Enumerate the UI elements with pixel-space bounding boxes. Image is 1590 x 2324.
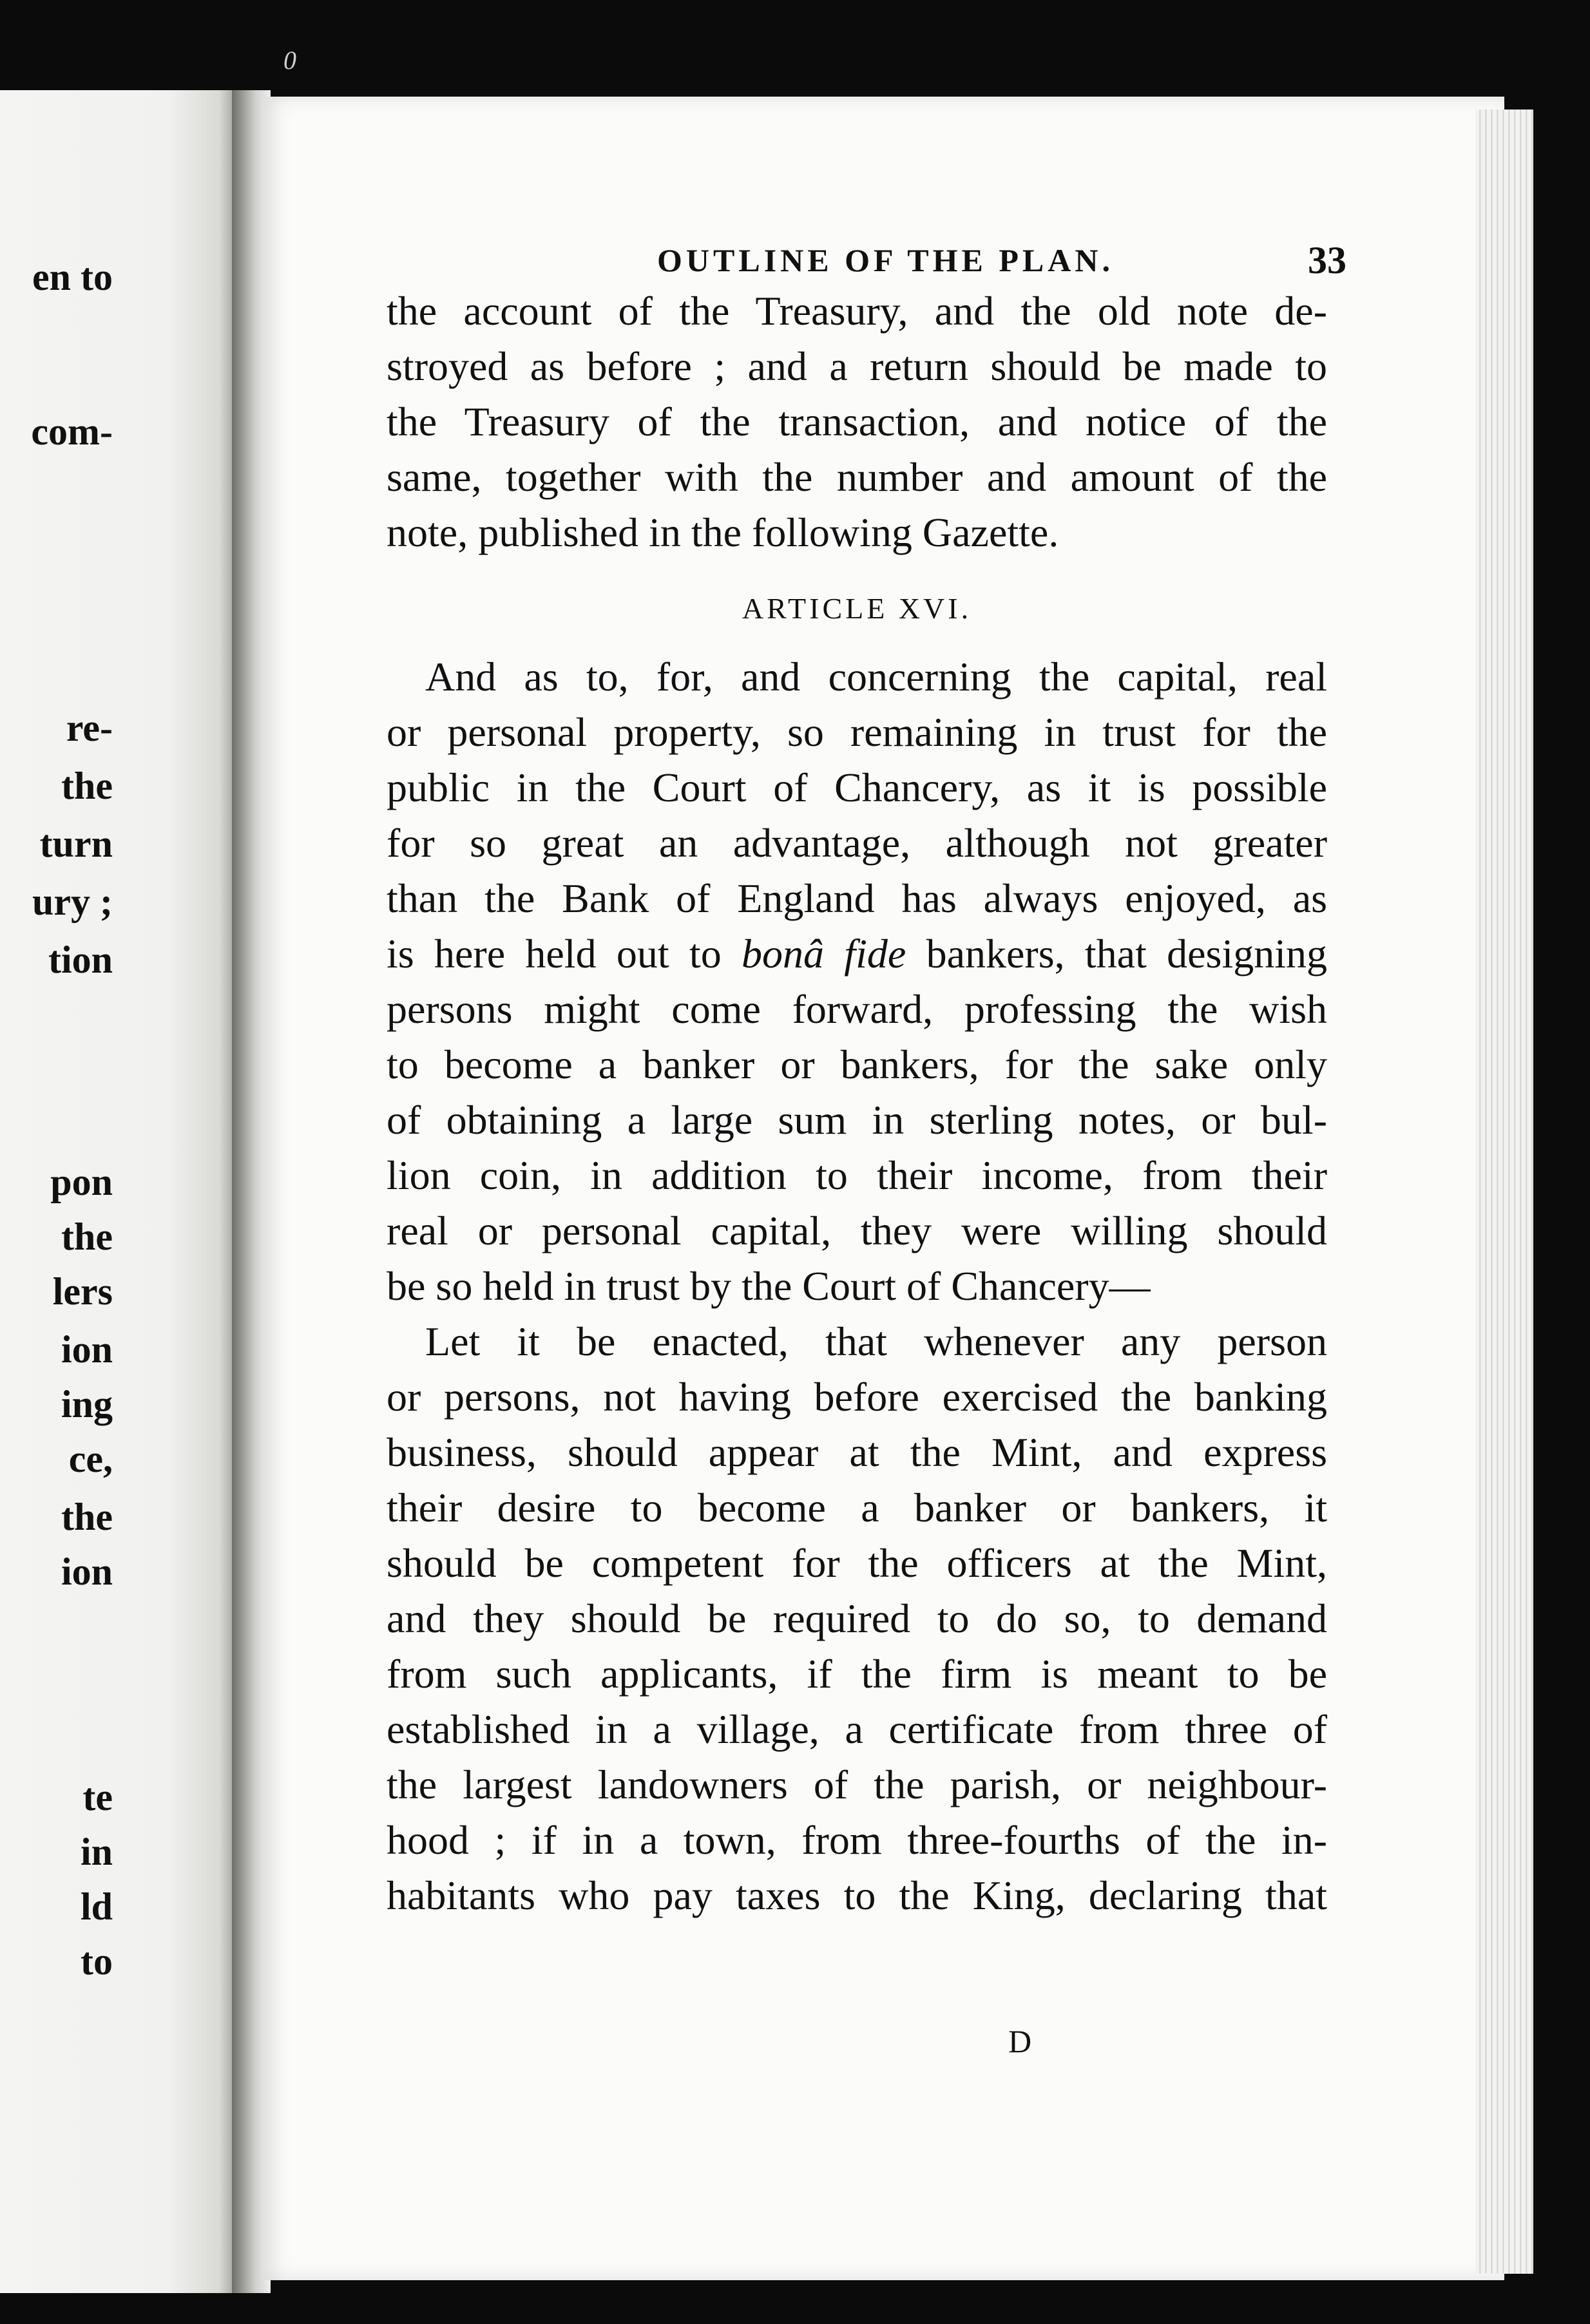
paragraph-2 xyxy=(387,649,1327,1314)
text-line: habitants who pay taxes to the King, declaring that xyxy=(387,1872,1327,1918)
text-line: lion coin, in addition to their income, from their xyxy=(387,1152,1327,1198)
text-line: should be competent for the officers at the Mint, xyxy=(387,1540,1327,1586)
text-line: business, should appear at the Mint, and express xyxy=(387,1429,1327,1475)
text-line: the Treasury of the transaction, and notice of the xyxy=(387,399,1327,444)
text-line: be so held in trust by the Court of Chancery— xyxy=(387,1263,1151,1309)
previous-page-edge xyxy=(0,90,238,2293)
left-page-fragment: to xyxy=(81,1940,113,1983)
text-line: the largest landowners of the parish, or neighbour- xyxy=(387,1762,1327,1807)
signature-mark: D xyxy=(1008,2023,1032,2059)
page-number: 33 xyxy=(1308,239,1346,281)
paragraph-1 xyxy=(387,283,1327,560)
text-segment: bankers, that designing xyxy=(926,931,1328,976)
text-line: stroyed as before ; and a return should be made to xyxy=(387,343,1327,389)
text-line: their desire to become a banker or bankers, it xyxy=(387,1485,1327,1530)
page-edge-stack xyxy=(1475,110,1533,2274)
text-line: from such applicants, if the firm is meant to be xyxy=(387,1651,1327,1697)
text-line: established in a village, a certificate from three of xyxy=(387,1706,1327,1752)
article-heading: ARTICLE XVI. xyxy=(742,592,972,625)
left-page-fragment: ion xyxy=(61,1550,113,1593)
italic-phrase: bonâ fide xyxy=(742,931,906,976)
left-page-fragment: ing xyxy=(61,1383,113,1425)
text-line: or personal property, so remaining in trust for the xyxy=(387,709,1327,755)
left-page-fragment: re- xyxy=(66,707,113,749)
text-line-mixed xyxy=(387,926,1327,982)
left-page-fragment: lers xyxy=(52,1270,113,1313)
text-line: real or personal capital, they were willing should xyxy=(387,1208,1327,1253)
text-line: for so great an advantage, although not greater xyxy=(387,820,1327,866)
text-line: note, published in the following Gazette. xyxy=(387,510,1059,555)
left-page-fragment: the xyxy=(61,1496,113,1538)
text-line: And as to, for, and concerning the capital, real xyxy=(425,654,1327,700)
paragraph-3 xyxy=(387,1314,1327,1923)
left-page-fragment: ce, xyxy=(68,1438,113,1480)
text-line: and they should be required to do so, to demand xyxy=(387,1595,1327,1641)
text-line: hood ; if in a town, from three-fourths of the in- xyxy=(387,1817,1327,1863)
left-page-fragment: the xyxy=(61,765,113,807)
left-page-fragment: en to xyxy=(32,256,113,298)
text-line: than the Bank of England has always enjoyed, as xyxy=(387,875,1327,921)
text-line: public in the Court of Chancery, as it is possible xyxy=(387,765,1327,810)
corner-mark: 0 xyxy=(283,46,296,75)
text-line: or persons, not having before exercised the banking xyxy=(387,1374,1327,1420)
left-page-fragment: com- xyxy=(31,410,113,453)
text-line: persons might come forward, professing the wish xyxy=(387,986,1327,1032)
text-segment: is here held out to xyxy=(387,931,722,976)
text-line: same, together with the number and amount of the xyxy=(387,454,1327,500)
left-page-fragment: tion xyxy=(48,938,113,981)
left-page-fragment: in xyxy=(80,1831,113,1873)
left-page-fragment: turn xyxy=(39,823,113,865)
body-text xyxy=(387,283,1327,1923)
text-line: the account of the Treasury, and the old note de- xyxy=(387,288,1327,334)
left-page-fragment: the xyxy=(61,1215,113,1258)
running-head: OUTLINE OF THE PLAN. xyxy=(657,242,1114,278)
text-line: of obtaining a large sum in sterling notes, or bul- xyxy=(387,1097,1327,1143)
left-page-fragment: ury ; xyxy=(32,881,113,923)
text-line: to become a banker or bankers, for the sake only xyxy=(387,1042,1327,1087)
left-page-fragment: pon xyxy=(50,1161,113,1203)
left-page-fragment: te xyxy=(82,1776,113,1818)
left-page-fragment: ld xyxy=(80,1885,113,1928)
left-page-fragment: ion xyxy=(61,1328,113,1371)
text-line: Let it be enacted, that whenever any person xyxy=(425,1319,1327,1364)
